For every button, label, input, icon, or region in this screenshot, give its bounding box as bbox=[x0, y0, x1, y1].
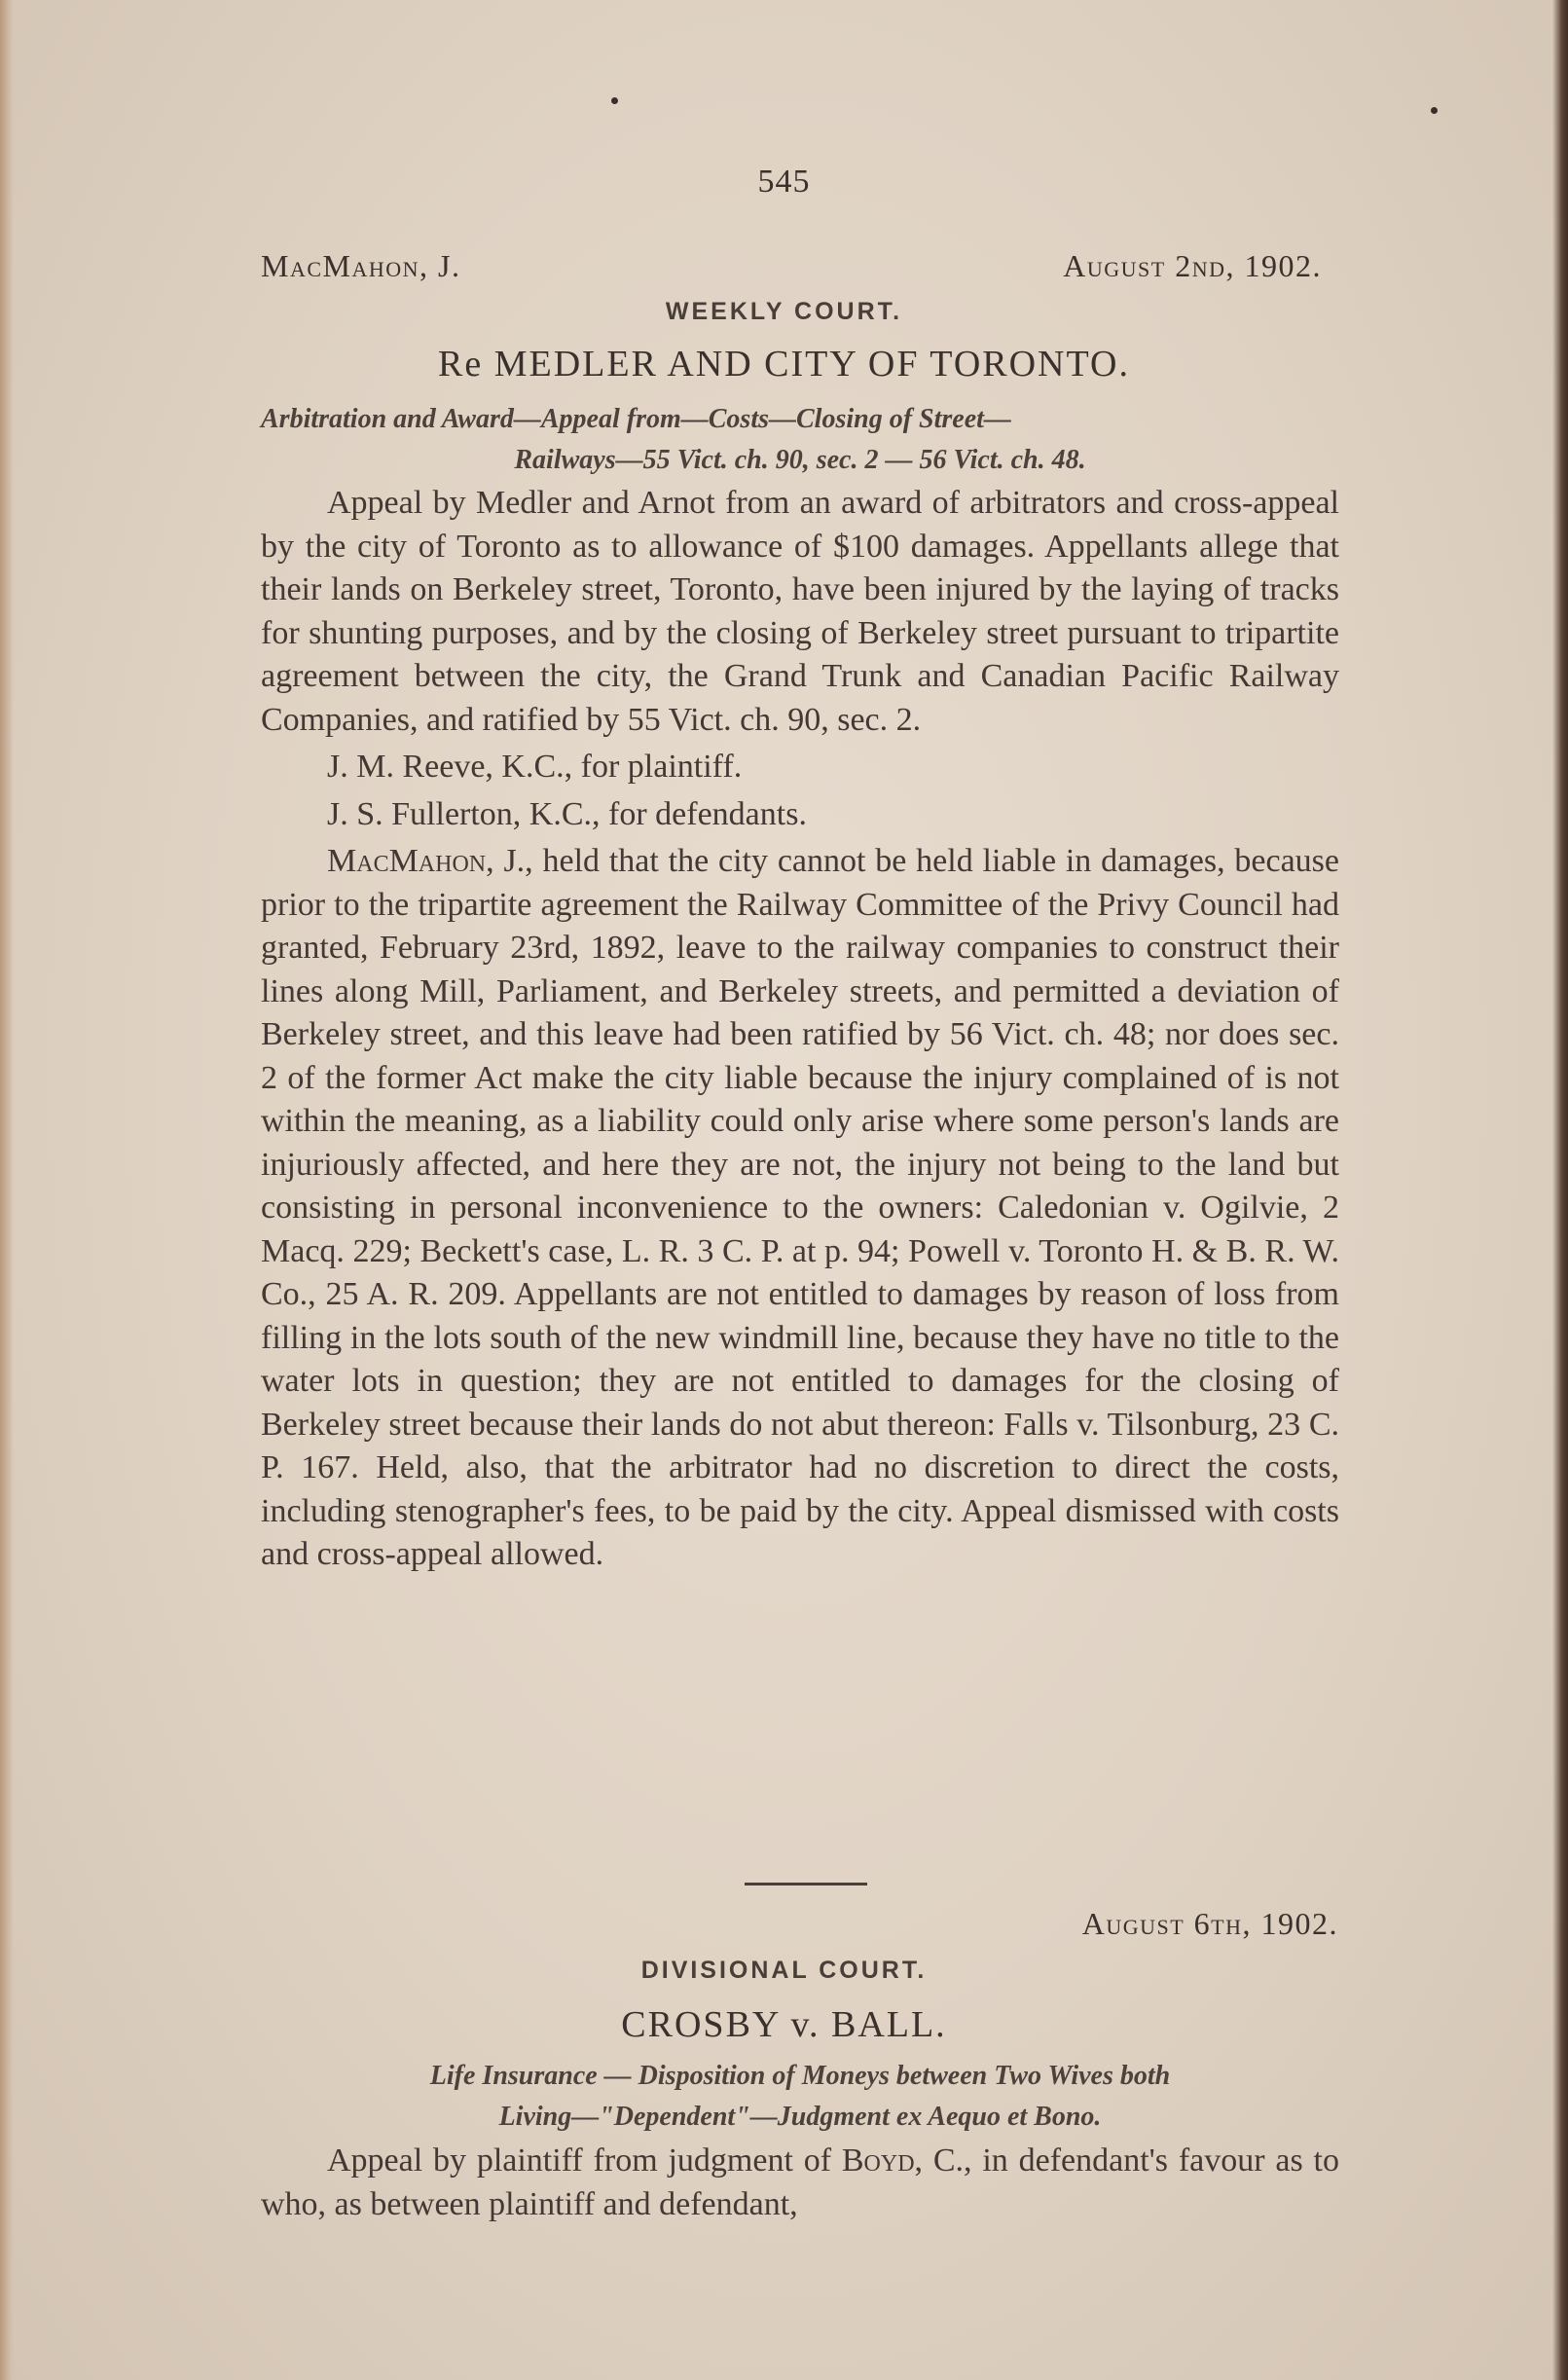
court-name: WEEKLY COURT. bbox=[665, 298, 903, 325]
counsel-line: J. M. Reeve, K.C., for plaintiff. bbox=[327, 749, 743, 785]
case-date: August 6th, 1902. bbox=[1081, 1906, 1338, 1941]
headnote-line: Life Insurance — Disposition of Moneys between Two Wives both bbox=[429, 2061, 1171, 2091]
print-speck bbox=[611, 97, 618, 104]
paragraph-end: in defendant's favour as to who, as between plaintiff and defendant, bbox=[261, 2142, 1339, 2222]
section-divider bbox=[745, 1883, 867, 1886]
judge-name: Boyd, C., bbox=[841, 2142, 972, 2179]
facts-paragraph: Appeal by Medler and Arnot from an award of arbitrators and cross-appeal by the city of Toronto as to allowance of $100 damages. Appellants allege that their lands on Berkeley street, Toronto, have been injured by the laying of tracks for shunting purposes, and by the closing of Berkeley street pursuant to tripartite agreement between the city, the Grand Trunk and Canadian Pacific Railway Companies, and ratified by 55 Vict. ch. 90, sec. 2. bbox=[261, 485, 1339, 738]
page-number: 545 bbox=[757, 164, 811, 200]
running-head bbox=[261, 248, 1322, 284]
judge-name: MacMahon, J., bbox=[327, 843, 533, 879]
judgment-text: held that the city cannot be held liable in damages, because prior to the tripartite agreement the Railway Committee of the Privy Council had granted, February 23rd, 1892, leave to the railway companies to construct their lines along Mill, Parliament, and Berkeley streets, and permitted a deviation of Berkeley street, and this leave had been ratified by 56 Vict. ch. 48; nor does sec. 2 of the former Act make the city liable because the injury complained of is not within the meaning, as a liability could only arise where some person's lands are injuriously affected, and here they are not, the injury not being to the land but consisting in personal inconvenience to the owners: Caledonian v. Ogilvie, 2 Macq. 229; Beckett's case, L. R. 3 C. P. at p. 94; Powell v. Toronto H. & B. R. W. Co., 25 A. R. 209. Appellants are not entitled to damages by reason of loss from filling in the lots south of the new windmill line, because they have no title to the water lots in question; they are not entitled to damages for the closing of Berkeley street because their lands do not abut thereon: Falls v. Tilsonburg, 23 C. P. 167. Held, also, that the arbitrator had no discretion to direct the costs, including stenographer's fees, to be paid by the city. Appeal dismissed with costs and cross-appeal allowed. bbox=[261, 843, 1339, 1572]
appeal-paragraph bbox=[261, 2140, 1339, 2226]
headnote-line: Living—"Dependent"—Judgment ex Aequo et Bono. bbox=[498, 2102, 1102, 2132]
court-name: DIVISIONAL COURT. bbox=[640, 1957, 928, 1984]
headnote bbox=[261, 399, 1339, 481]
running-head-date: August 2nd, 1902. bbox=[1063, 248, 1322, 283]
paragraph-start: Appeal by plaintiff from judgment of bbox=[327, 2142, 842, 2179]
headnote-line: Arbitration and Award—Appeal from—Costs—Closing of Street— bbox=[261, 404, 1011, 434]
case-body bbox=[261, 482, 1339, 1581]
case-body bbox=[261, 2140, 1339, 2230]
judgment-paragraph bbox=[261, 840, 1339, 1577]
headnote-line: Railways—55 Vict. ch. 90, sec. 2 — 56 Vict. ch. 48. bbox=[514, 445, 1086, 475]
counsel-line: J. S. Fullerton, K.C., for defendants. bbox=[327, 795, 807, 832]
case-title: Re MEDLER AND CITY OF TORONTO. bbox=[438, 344, 1130, 384]
headnote bbox=[261, 2056, 1339, 2138]
running-head-judge: MacMahon, J. bbox=[261, 248, 461, 283]
print-speck bbox=[1431, 107, 1438, 114]
case-title: CROSBY v. BALL. bbox=[621, 2004, 947, 2045]
